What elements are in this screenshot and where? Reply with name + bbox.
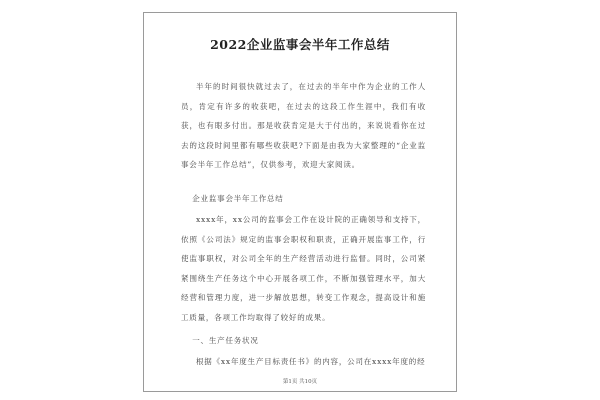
intro-paragraph: 半年的时间很快就过去了，在过去的半年中作为企业的工作人员，肯定有许多的收获吧，在过去的这段工作生涯中，我们有收获，也有眼多付出。那是收获肯定是大于付出的，来说说看你在过去的这段时间里都有哪些收获吧?下面是由我为大家整理的“企业监事会半年工作总结”，仅供参考，欢迎大家阅读。 — [181, 82, 426, 169]
document-page — [143, 12, 457, 392]
body-paragraph-continued: 根据《xx年度生产目标责任书》的内容，公司在xxxx年度的经 — [196, 357, 426, 366]
subsection-heading: 一、生产任务状况 — [192, 336, 259, 345]
document-title: 2022企业监事会半年工作总结 — [210, 37, 390, 52]
body-paragraph: xxxx年，xx公司的监事会工作在设计院的正确领导和支持下，依照《公司法》规定的监事会职权和职责，正确开展监事工作，行使监事职权，对公司全年的生产经营活动进行监督。同时，公司紧紧围绕生产任务这个中心开展各项工作，不断加强管理水平，加大经营和管理力度，进一步解放思想，转变工作观念，提高设计和施工质量，各项工作均取得了较好的成果。 — [181, 215, 426, 322]
section-heading: 企业监事会半年工作总结 — [192, 194, 284, 203]
page-number-footer: 第1页 共10页 — [282, 379, 318, 385]
